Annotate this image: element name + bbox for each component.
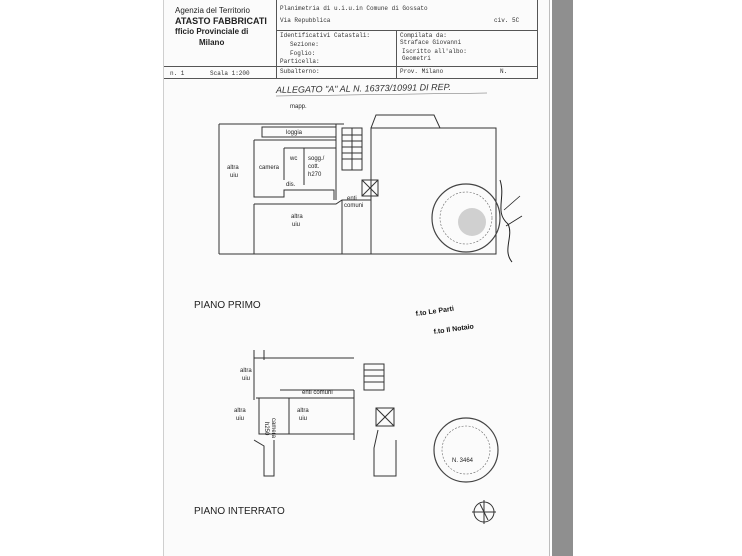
floor2-labels bbox=[234, 368, 333, 439]
subalterno-label: Subalterno: bbox=[280, 68, 320, 75]
label-enti-1: enti bbox=[347, 196, 357, 202]
floor2-plan bbox=[254, 350, 396, 476]
label-dis: dis. bbox=[286, 182, 296, 188]
floor2-title: PIANO INTERRATO bbox=[194, 506, 285, 517]
agency-line-2: ATASTO FABBRICATI bbox=[175, 16, 267, 26]
label-altra-1a: altra bbox=[227, 165, 239, 171]
street-address: Via Repubblica bbox=[280, 17, 331, 24]
label-altra-1b: uiu bbox=[230, 173, 239, 179]
document-page bbox=[163, 0, 550, 556]
agency-line-3: fficio Provinciale di bbox=[175, 27, 249, 36]
seal-number: N. 3464 bbox=[452, 458, 474, 464]
sezione-label: Sezione: bbox=[290, 41, 319, 48]
label-camera: camera bbox=[259, 165, 280, 171]
signature-line-2: f.to Il Notaio bbox=[433, 323, 475, 336]
foglio-label: Foglio: bbox=[290, 50, 316, 57]
label-altra-2a: altra bbox=[291, 214, 303, 220]
label-wc: wc bbox=[290, 156, 298, 162]
label-b-altra-top-a: altra bbox=[240, 368, 252, 374]
iscritto-label: Iscritto all'albo: bbox=[402, 48, 467, 55]
agency-line-1: Agenzia del Territorio bbox=[175, 6, 251, 15]
label-altra-2b: uiu bbox=[292, 222, 301, 228]
civic-number: civ. 5C bbox=[494, 17, 520, 24]
floor1-labels bbox=[227, 104, 363, 228]
label-enti-2: comuni bbox=[344, 203, 364, 209]
floor1-title: PIANO PRIMO bbox=[194, 300, 261, 311]
notary-seal-upper bbox=[432, 180, 522, 262]
label-loggia: loggia bbox=[286, 130, 303, 136]
right-margin bbox=[548, 0, 742, 556]
compilata-value: Straface Giovanni bbox=[400, 39, 462, 46]
label-b-altra-top-b: uiu bbox=[242, 376, 251, 382]
label-mapp: mapp. bbox=[290, 104, 307, 110]
north-arrow-icon bbox=[472, 500, 496, 524]
notary-seal-lower bbox=[434, 418, 498, 482]
label-b-camera: camera bbox=[270, 418, 276, 439]
scale-label: Scala 1:200 bbox=[210, 70, 250, 77]
label-b-altra-left-a: altra bbox=[234, 408, 246, 414]
particella-label: Particella: bbox=[280, 58, 320, 65]
left-margin bbox=[0, 0, 163, 556]
label-sogg: sogg./ bbox=[308, 156, 325, 162]
compilata-label: Compilata da: bbox=[400, 32, 447, 39]
label-h270: h270 bbox=[308, 172, 322, 178]
ident-label: Identificativi Catastali: bbox=[280, 32, 371, 39]
sheet-number: n. 1 bbox=[170, 70, 185, 77]
viewer-gray-bar bbox=[552, 0, 573, 556]
label-b-altra-mid-a: altra bbox=[297, 408, 309, 414]
iscritto-value: Geometri bbox=[402, 55, 431, 62]
label-cott: cott. bbox=[308, 164, 320, 170]
allegato-annotation: ALLEGATO "A" AL N. 16373/10991 DI REP. bbox=[275, 81, 452, 95]
prov-label: Prov. Milano bbox=[400, 68, 444, 75]
plan-title: Planimetria di u.i.u.in Comune di Gossato bbox=[280, 5, 428, 12]
floor1-plan bbox=[219, 115, 496, 254]
label-b-altra-left-b: uiu bbox=[236, 416, 245, 422]
n-label: N. bbox=[500, 68, 508, 75]
label-b-enti: enti comuni bbox=[302, 390, 333, 396]
label-b-altra-mid-b: uiu bbox=[299, 416, 308, 422]
signature-line-1: f.to Le Parti bbox=[415, 305, 455, 318]
floor-plan-drawing bbox=[164, 0, 549, 556]
label-b-h250: h250 bbox=[263, 422, 269, 436]
agency-line-4: Milano bbox=[199, 38, 225, 47]
